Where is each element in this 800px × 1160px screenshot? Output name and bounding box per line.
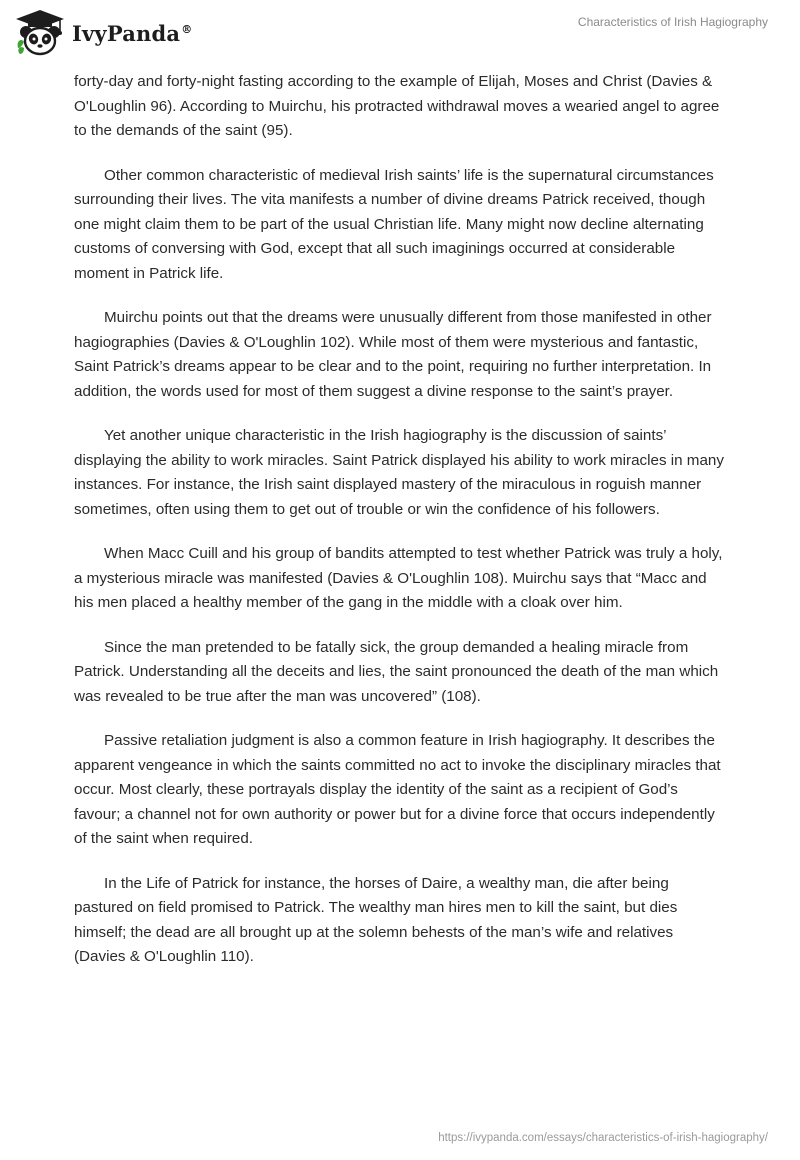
paragraph-2: Other common characteristic of medieval Irish saints’ life is the supernatural circumstances surrounding their lives. The vita manifests a number of divine dreams Patrick received, though one might claim them to be part of the usual Christian life. Many might now decline alternating customs of conversing with God, except that all such imaginings occurred at considerable moment in Patrick life. bbox=[74, 166, 714, 282]
registered-mark: ® bbox=[181, 22, 193, 36]
essay-body bbox=[74, 70, 726, 990]
paragraph-5: When Macc Cuill and his group of bandits attempted to test whether Patrick was truly a holy, a mysterious miracle was manifested (Davies & O'Loughlin 108). Muirchu says that “Macc and his men placed a healthy member of the gang in the middle with a cloak over him. bbox=[74, 545, 723, 611]
paragraph-6: Since the man pretended to be fatally sick, the group demanded a healing miracle from Patrick. Understanding all the deceits and lies, the saint pronounced the death of the man which was revealed to be true after the man was uncovered” (108). bbox=[74, 638, 719, 705]
paragraph-7: Passive retaliation judgment is also a common feature in Irish hagiography. It describes the apparent vengeance in which the saints committed no act to invoke the disciplinary miracles that occur. Most clearly, these portrayals display the identity of the saint as a recipient of God’s favour; a channel not for own authority or power but for a divine force that occurs independently of the saint when required. bbox=[74, 732, 721, 847]
paragraph-8: In the Life of Patrick for instance, the horses of Daire, a wealthy man, die after being pastured on field promised to Patrick. The wealthy man hires men to kill the saint, but dies himself; the dead are all brought up at the solemn behests of the man’s wife and relatives (Davies & O'Loughlin 110). bbox=[74, 874, 678, 965]
page-header bbox=[0, 0, 800, 70]
paragraph-4: Yet another unique characteristic in the Irish hagiography is the discussion of saints’ displaying the ability to work miracles. Saint Patrick displayed his ability to work miracles in many instances. For instance, the Irish saint displayed mastery of the miraculous in roguish manner sometimes, often using them to get out of trouble or win the confidence of his followers. bbox=[74, 427, 724, 518]
paragraph-1: forty-day and forty-night fasting according to the example of Elijah, Moses and Christ (Davies & O'Loughlin 96). According to Muirchu, his protracted withdrawal moves a wearied angel to agree to the demands of the saint (95). bbox=[74, 73, 720, 139]
panda-graduate-icon bbox=[14, 8, 66, 58]
source-url[interactable]: https://ivypanda.com/essays/characteristics-of-irish-hagiography/ bbox=[438, 1132, 768, 1144]
brand-logo[interactable] bbox=[14, 8, 192, 58]
brand-name: IvyPanda® bbox=[72, 20, 193, 46]
paragraph-3: Muirchu points out that the dreams were unusually different from those manifested in other hagiographies (Davies & O'Loughlin 102). While most of them were mysterious and fantastic, Saint Patrick’s dreams appear to be clear and to the point, requiring no further interpretation. In addition, the words used for most of them suggest a divine response to the saint’s prayer. bbox=[74, 309, 712, 400]
document-title: Characteristics of Irish Hagiography bbox=[577, 15, 768, 29]
